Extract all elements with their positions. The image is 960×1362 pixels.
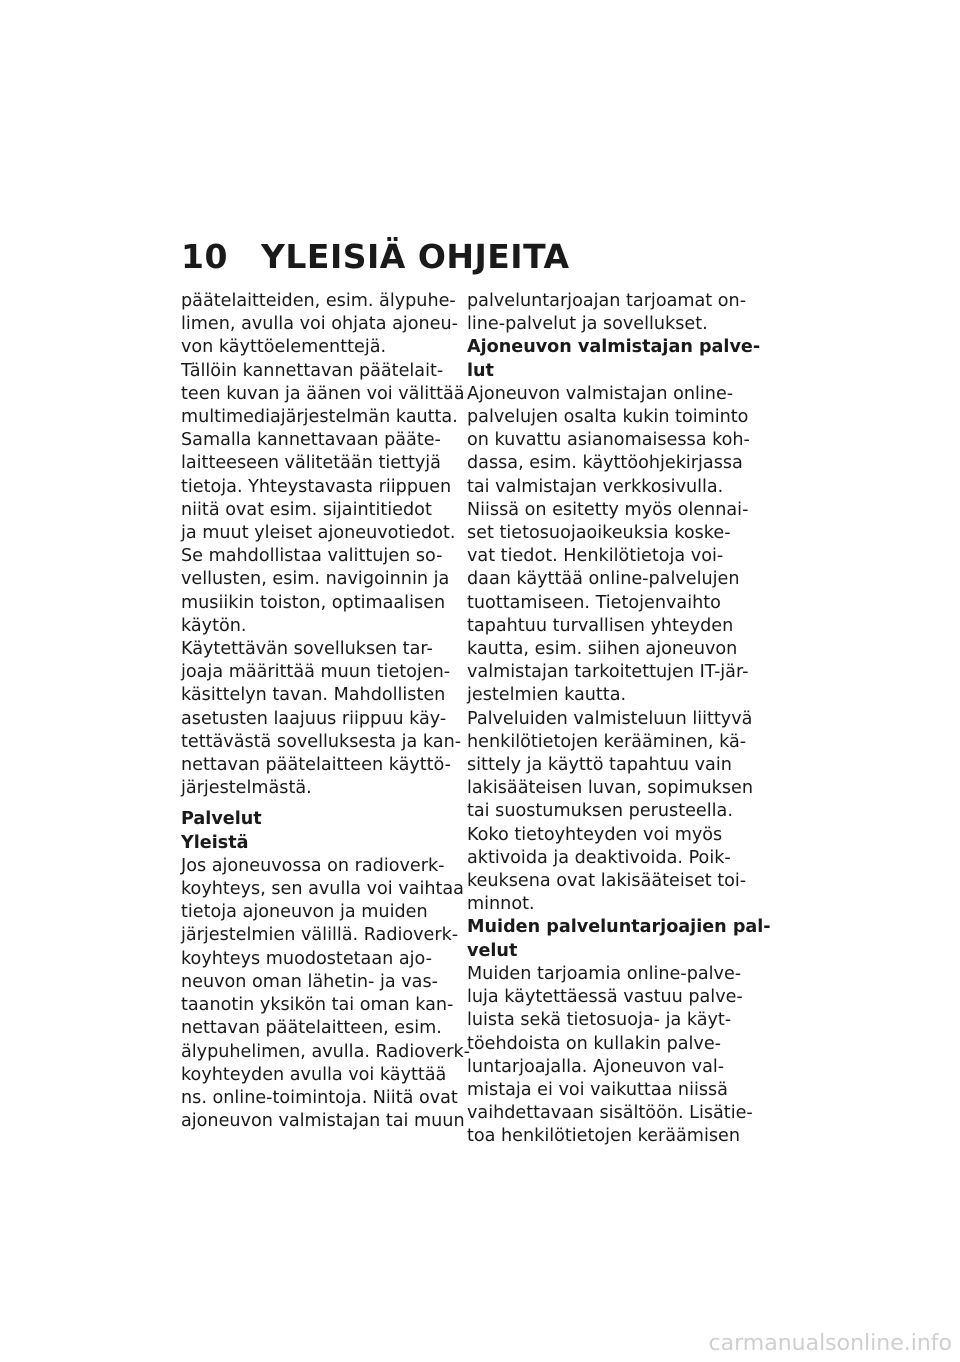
section-heading: velut bbox=[467, 940, 518, 961]
body-text-line: vaihdettavaan sisältöön. Lisätie- bbox=[467, 1103, 753, 1124]
body-text-line: päätelaitteiden, esim. älypuhe- bbox=[181, 291, 456, 311]
body-text-line: tapahtuu turvallisen yhteyden bbox=[467, 615, 734, 636]
body-text-line: multimediajärjestelmän kautta. bbox=[181, 407, 458, 428]
body-text-line: valmistajan tarkoitettujen IT-jär- bbox=[467, 662, 749, 683]
section-heading: Muiden palveluntarjoajien pal- bbox=[467, 917, 771, 938]
body-text-line: ns. online-toimintoja. Niitä ovat bbox=[181, 1087, 458, 1108]
body-text-line: jestelmien kautta. bbox=[467, 685, 627, 706]
body-text-line: musiikin toiston, optimaalisen bbox=[181, 592, 446, 613]
body-text-line: käytön. bbox=[181, 615, 247, 636]
body-text-line: minnot. bbox=[467, 894, 535, 915]
section-heading: Yleistä bbox=[181, 832, 249, 853]
body-text-line: sittely ja käyttö tapahtuu vain bbox=[467, 755, 732, 776]
body-text-line: toa henkilötietojen keräämisen bbox=[467, 1126, 740, 1147]
body-text-line: palveluntarjoajan tarjoamat on- bbox=[467, 291, 747, 311]
body-text-line: von käyttöelementtejä. bbox=[181, 337, 387, 358]
body-text-line: Niissä on esitetty myös olennai- bbox=[467, 499, 749, 520]
body-text-line: palvelujen osalta kukin toiminto bbox=[467, 407, 749, 428]
body-text-line: nettavan päätelaitteen, esim. bbox=[181, 1018, 442, 1039]
body-text-line: Ajoneuvon valmistajan online- bbox=[467, 383, 734, 404]
body-text-line: keuksena ovat lakisääteiset toi- bbox=[467, 871, 747, 892]
body-text-line: lakisääteisen luvan, sopimuksen bbox=[467, 778, 753, 799]
body-text-line: koyhteyden avulla voi käyttää bbox=[181, 1064, 447, 1085]
body-text-line: teen kuvan ja äänen voi välittää bbox=[181, 383, 465, 404]
body-text-line: Palveluiden valmisteluun liittyvä bbox=[467, 708, 753, 729]
body-text-line: mistaja ei voi vaikuttaa niissä bbox=[467, 1079, 728, 1100]
body-text-line: vellusten, esim. navigoinnin ja bbox=[181, 569, 450, 590]
body-text-line: Muiden tarjoamia online-palve- bbox=[467, 963, 742, 984]
body-text-line: käsittelyn tavan. Mahdollisten bbox=[181, 685, 446, 706]
body-text-line: Koko tietoyhteyden voi myös bbox=[467, 824, 723, 845]
body-text-line: tietoja ajoneuvon ja muiden bbox=[181, 902, 428, 923]
body-text-line: koyhteys, sen avulla voi vaihtaa bbox=[181, 879, 464, 900]
body-text-line: älypuhelimen, avulla. Radioverk- bbox=[181, 1041, 470, 1062]
body-text-line: kautta, esim. siihen ajoneuvon bbox=[467, 639, 738, 660]
body-text-line: tettävästä sovelluksesta ja kan- bbox=[181, 731, 462, 752]
body-text-line: henkilötietojen kerääminen, kä- bbox=[467, 731, 747, 752]
body-text-line: asetusten laajuus riippuu käy- bbox=[181, 708, 447, 729]
body-text-line: tai suostumuksen perusteella. bbox=[467, 801, 733, 822]
body-text-line: taanotin yksikön tai oman kan- bbox=[181, 995, 454, 1016]
right-text-column bbox=[467, 290, 771, 1149]
body-text-line: Se mahdollistaa valittujen so- bbox=[181, 546, 443, 567]
chapter-title: YLEISIÄ OHJEITA bbox=[261, 237, 570, 276]
body-text-line: line-palvelut ja sovellukset. bbox=[467, 314, 708, 335]
body-text-line: luja käytettäessä vastuu palve- bbox=[467, 987, 743, 1008]
body-text-line: tai valmistajan verkkosivulla. bbox=[467, 476, 724, 497]
body-text-line: luista sekä tietosuoja- ja käyt- bbox=[467, 1010, 732, 1031]
body-text-line: laitteeseen välitetään tiettyjä bbox=[181, 453, 441, 474]
body-text-line: Tällöin kannettavan päätelait- bbox=[181, 360, 444, 381]
body-text-line: Jos ajoneuvossa on radioverk- bbox=[181, 855, 445, 876]
body-text-line: luntarjoajalla. Ajoneuvon val- bbox=[467, 1056, 725, 1077]
body-text-line: koyhteys muodostetaan ajo- bbox=[181, 948, 432, 969]
body-text-line: vat tiedot. Henkilötietoja voi- bbox=[467, 546, 724, 567]
body-text-line: set tietosuojaoikeuksia koske- bbox=[467, 523, 731, 544]
body-text-line: joaja määrittää muun tietojen- bbox=[181, 662, 451, 683]
watermark-text: carmanualsonline.info bbox=[708, 1331, 952, 1356]
body-text-line: niitä ovat esim. sijaintitiedot bbox=[181, 499, 432, 520]
body-text-line: ja muut yleiset ajoneuvotiedot. bbox=[181, 523, 456, 544]
body-text-line: Käytettävän sovelluksen tar- bbox=[181, 639, 433, 660]
left-text-column bbox=[181, 290, 470, 1133]
page-header bbox=[181, 237, 570, 276]
body-text-line: nettavan päätelaitteen käyttö- bbox=[181, 755, 451, 776]
body-text-line: neuvon oman lähetin- ja vas- bbox=[181, 971, 438, 992]
body-text-line: tuottamiseen. Tietojenvaihto bbox=[467, 592, 721, 613]
body-text-line: daan käyttää online-palvelujen bbox=[467, 569, 740, 590]
body-text-line: Samalla kannettavaan pääte- bbox=[181, 430, 441, 451]
body-text-line: ajoneuvon valmistajan tai muun bbox=[181, 1111, 465, 1132]
section-heading: lut bbox=[467, 360, 494, 381]
body-text-line: järjestelmien välillä. Radioverk- bbox=[181, 925, 459, 946]
body-text-line: aktivoida ja deaktivoida. Poik- bbox=[467, 847, 731, 868]
body-text-line: on kuvattu asianomaisessa koh- bbox=[467, 430, 750, 451]
body-text-line: limen, avulla voi ohjata ajoneu- bbox=[181, 314, 458, 335]
body-text-line: tietoja. Yhteystavasta riippuen bbox=[181, 476, 452, 497]
body-text-line: dassa, esim. käyttöohjekirjassa bbox=[467, 453, 743, 474]
section-heading: Ajoneuvon valmistajan palve- bbox=[467, 337, 761, 358]
body-text-line: töehdoista on kullakin palve- bbox=[467, 1033, 722, 1054]
body-text-line: järjestelmästä. bbox=[181, 778, 312, 799]
chapter-number: 10 bbox=[181, 237, 228, 276]
section-heading: Palvelut bbox=[181, 809, 262, 830]
